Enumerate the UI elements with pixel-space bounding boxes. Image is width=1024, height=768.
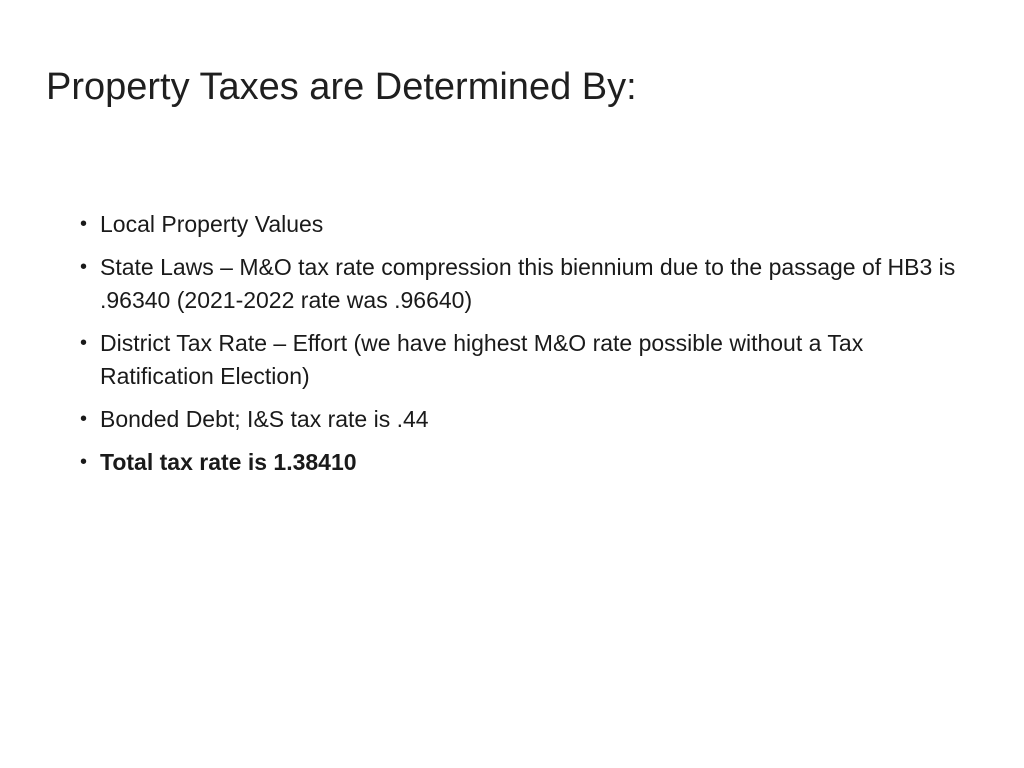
bullet-dot-icon: • bbox=[80, 332, 88, 354]
bullet-item-district-tax-rate bbox=[78, 327, 958, 393]
bullet-item-bonded-debt bbox=[78, 403, 958, 436]
bullet-dot-icon: • bbox=[80, 451, 88, 473]
bullet-item-state-laws bbox=[78, 251, 958, 317]
bullet-dot-icon: • bbox=[80, 256, 88, 278]
bullet-dot-icon: • bbox=[80, 408, 88, 430]
slide-title: Property Taxes are Determined By: bbox=[46, 66, 637, 108]
bullet-item-total-tax-rate bbox=[78, 446, 958, 479]
bullet-list bbox=[78, 208, 958, 489]
bullet-item-local-property-values bbox=[78, 208, 958, 241]
bullet-text: Local Property Values bbox=[100, 211, 324, 237]
bullet-text: Bonded Debt; I&S tax rate is .44 bbox=[100, 406, 429, 432]
bullet-text: Total tax rate is 1.38410 bbox=[100, 449, 357, 475]
bullet-text: State Laws – M&O tax rate compression this biennium due to the passage of HB3 is .96340 (2021-2022 rate was .96640) bbox=[100, 254, 956, 313]
bullet-dot-icon: • bbox=[80, 213, 88, 235]
bullet-text: District Tax Rate – Effort (we have highest M&O rate possible without a Tax Ratification Election) bbox=[100, 330, 864, 389]
